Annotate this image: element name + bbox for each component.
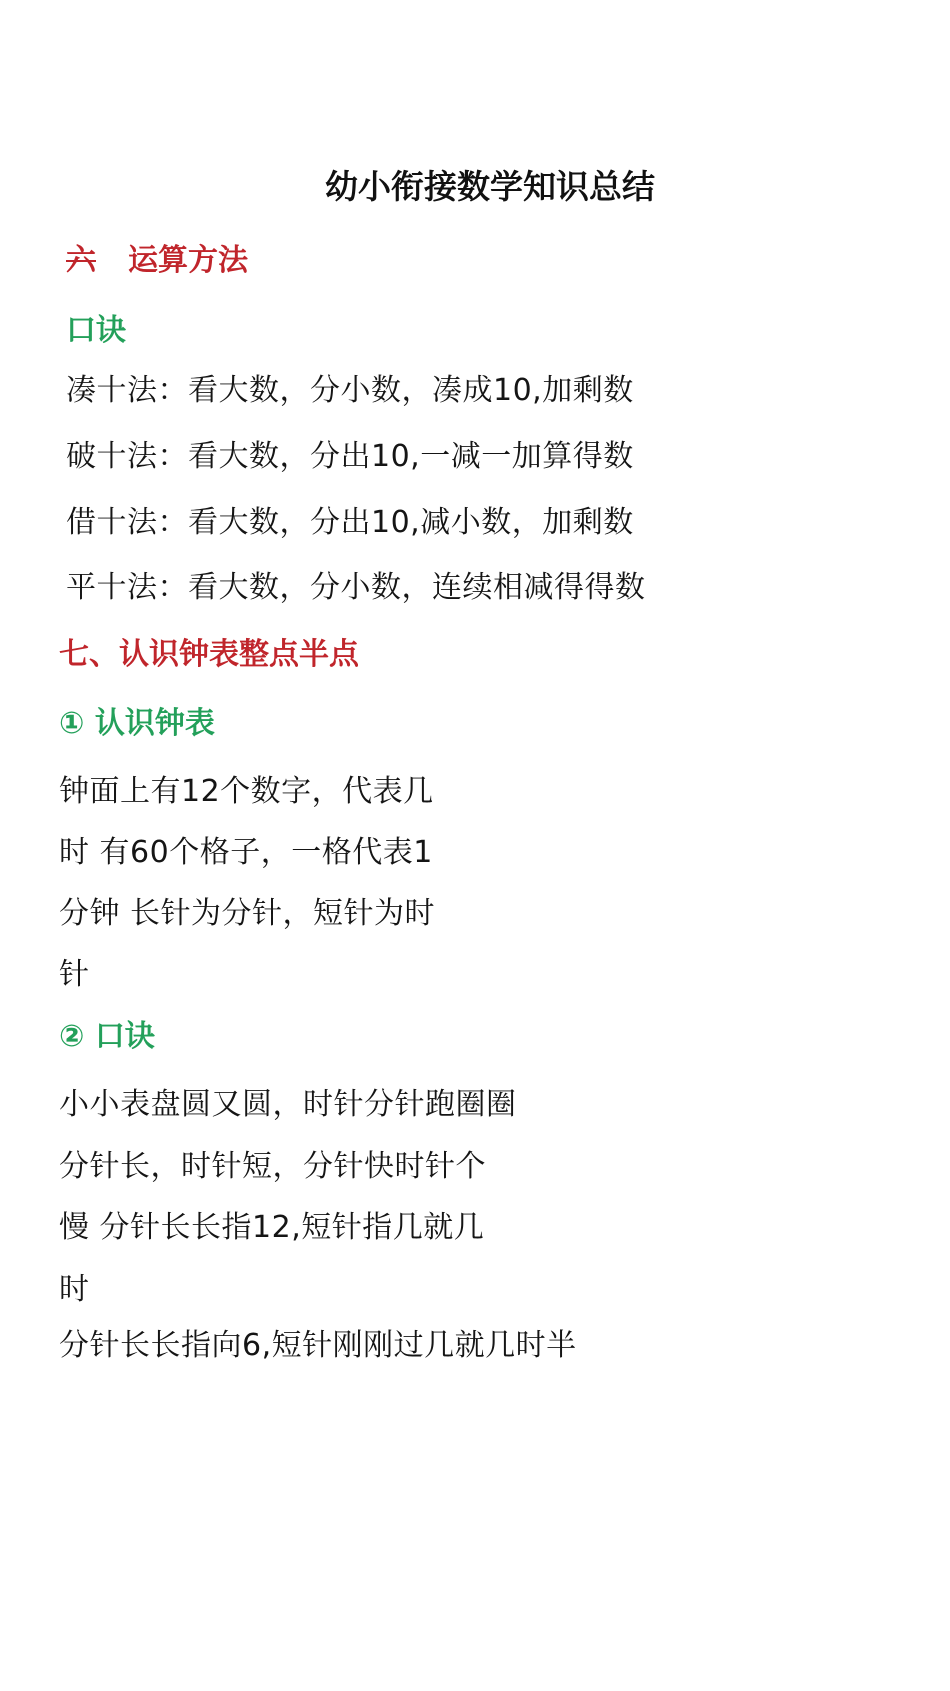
clock-fact-line: 针 <box>59 957 90 992</box>
clock-fact-line: 钟面上有12个数字，代表几 <box>59 774 434 809</box>
section-6-title: 运算方法 <box>128 243 248 278</box>
section-7-subheading-1: ① 认识钟表 <box>59 706 215 741</box>
section-7-heading: 七、认识钟表整点半点 <box>59 637 359 672</box>
clock-fact-line: 分钟 长针为分针，短针为时 <box>59 896 436 931</box>
rhyme-line: 时 <box>59 1272 90 1307</box>
section-7-subheading-2: ② 口诀 <box>59 1019 155 1054</box>
document-title: 幼小衔接数学知识总结 <box>325 167 655 206</box>
rhyme-line: 分针长长指向6,短针刚刚过几就几时半 <box>59 1328 577 1363</box>
section-6-subheading: 口诀 <box>66 313 126 348</box>
rhyme-line: 慢 分针长长指12,短针指几就几 <box>59 1210 485 1245</box>
rhyme-line: 小小表盘圆又圆，时针分针跑圈圈 <box>59 1087 517 1122</box>
section-6-heading <box>66 243 248 278</box>
section-6-number: 六 <box>66 243 96 278</box>
rule-line: 借十法：看大数，分出10,减小数，加剩数 <box>66 505 634 540</box>
rule-line: 凑十法：看大数，分小数，凑成10,加剩数 <box>66 373 634 408</box>
rule-line: 平十法：看大数，分小数，连续相减得得数 <box>66 570 646 605</box>
rule-line: 破十法：看大数，分出10,一减一加算得数 <box>66 439 634 474</box>
clock-fact-line: 时 有60个格子，一格代表1 <box>59 835 433 870</box>
rhyme-line: 分针长，时针短，分针快时针个 <box>59 1149 486 1184</box>
